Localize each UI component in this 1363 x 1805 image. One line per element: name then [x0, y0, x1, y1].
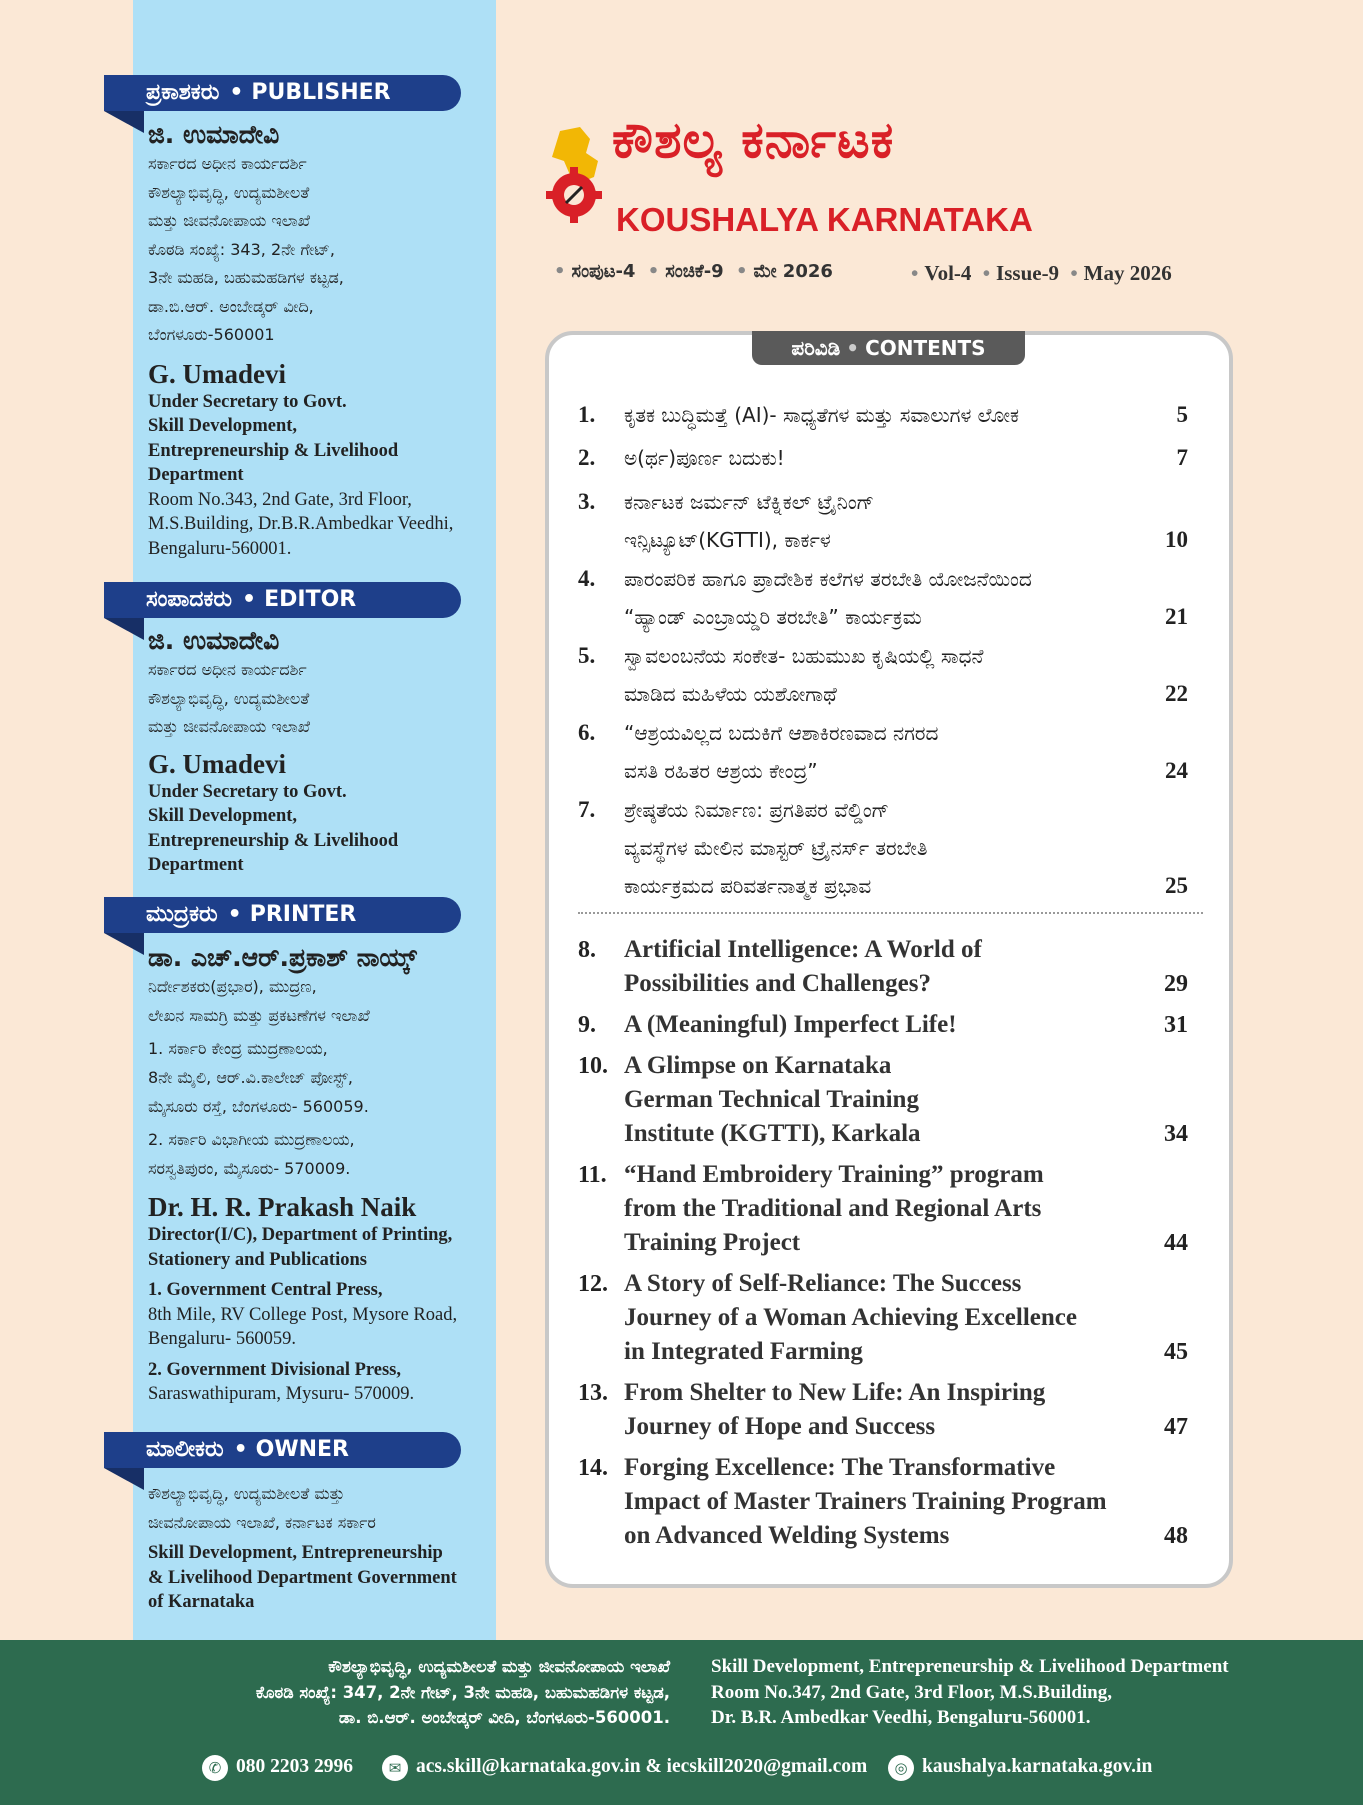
publisher-heading-kn: ಪ್ರಕಾಶಕರು — [146, 80, 220, 105]
toc-title-line: ವ್ಯವಸ್ಥೆಗಳ ಮೇಲಿನ ಮಾಸ್ಟರ್ ಟ್ರೈನರ್ಸ್ ತರಬೇತಿ — [624, 836, 928, 860]
publisher-title-line: Skill Development, — [148, 416, 298, 436]
toc-page-number: 25 — [1165, 873, 1188, 898]
printer-heading: ಮುದ್ರಕರು • PRINTER — [104, 897, 461, 933]
publisher-address-line: Bengaluru-560001. — [148, 538, 292, 559]
footer-address-en-line: Dr. B.R. Ambedkar Veedhi, Bengaluru-560001. — [711, 1707, 1091, 1728]
footer-address-kn-line: ಡಾ. ಬಿ.ಆರ್. ಅಂಬೇಡ್ಕರ್ ವೀದಿ, ಬೆಂಗಳೂರು-560001. — [338, 1708, 670, 1727]
footer-address-kn — [256, 1654, 670, 1731]
toc-number: 2. — [578, 445, 596, 470]
toc-title-line: “ಹ್ಯಾಂಡ್ ಎಂಬ್ರಾಯ್ಡರಿ ತರಬೇತಿ” ಕಾರ್ಯಕ್ರಮ — [624, 605, 922, 629]
toc-number: 1. — [578, 402, 596, 427]
issue-info-en: • Vol-4 • Issue-9 • May 2026 — [911, 261, 1172, 285]
masthead-title-en: KOUSHALYA KARNATAKA — [616, 201, 1033, 238]
toc-page-number: 7 — [1176, 445, 1188, 470]
toc-page-number: 31 — [1164, 1012, 1188, 1038]
toc-title-line: Training Project — [624, 1229, 801, 1256]
toc-title-line: ಪಾರಂಪರಿಕ ಹಾಗೂ ಪ್ರಾದೇಶಿಕ ಕಲೆಗಳ ತರಬೇತಿ ಯೋಜನೆಯಿಂದ — [624, 567, 1032, 591]
masthead-title-kn: ಕೌಶಲ್ಯ ಕರ್ನಾಟಕ — [612, 111, 895, 169]
owner-en-line: of Karnataka — [148, 1592, 255, 1612]
toc-number: 7. — [578, 797, 596, 822]
email-text: acs.skill@karnataka.gov.in & iecskill2020@gmail.com — [416, 1756, 868, 1777]
editor-block — [148, 626, 488, 878]
owner-heading-kn: ಮಾಲೀಕರು — [146, 1437, 224, 1462]
printer-press-kn-line: 8ನೇ ಮೈಲಿ, ಆರ್.ವಿ.ಕಾಲೇಜ್ ಪೋಸ್ಟ್, — [148, 1068, 353, 1087]
toc-entry[interactable] — [578, 1376, 1188, 1444]
editor-kn-line: ಮತ್ತು ಜೀವನೋಪಾಯ ಇಲಾಖೆ — [148, 717, 311, 736]
footer-address-en — [711, 1654, 1229, 1731]
toc-number: 13. — [578, 1380, 608, 1406]
owner-en-line: Skill Development, Entrepreneurship — [148, 1543, 443, 1563]
toc-title-line: ಕರ್ನಾಟಕ ಜರ್ಮನ್ ಟೆಕ್ನಿಕಲ್ ಟ್ರೈನಿಂಗ್ — [624, 490, 874, 514]
toc-title-line: Impact of Master Trainers Training Program — [624, 1488, 1107, 1515]
owner-en-line: & Livelihood Department Government — [148, 1567, 457, 1588]
publisher-title-line: Department — [148, 465, 244, 485]
printer-press-kn-line: 2. ಸರ್ಕಾರಿ ವಿಭಾಗೀಯ ಮುದ್ರಣಾಲಯ, — [148, 1130, 355, 1149]
printer-block — [148, 943, 488, 1407]
footer-phone[interactable] — [202, 1752, 353, 1782]
toc-title-line: ಶ್ರೇಷ್ಠತೆಯ ನಿರ್ಮಾಣ: ಪ್ರಗತಿಪರ ವೆಲ್ಡಿಂಗ್ — [624, 798, 890, 822]
printer-press-en-title: 1. Government Central Press, — [148, 1280, 383, 1300]
editor-title-line: Skill Development, — [148, 806, 298, 826]
volume-kn: ಸಂಪುಟ-4 — [571, 261, 636, 282]
toc-page-number: 5 — [1176, 402, 1188, 427]
publisher-title-line: Under Secretary to Govt. — [148, 391, 347, 412]
globe-icon: ◎ — [888, 1755, 914, 1781]
publisher-name-en: G. Umadevi — [148, 358, 286, 389]
phone-icon: ✆ — [202, 1755, 228, 1781]
printer-kn-line: ನಿರ್ದೇಶಕರು(ಪ್ರಭಾರ), ಮುದ್ರಣ, — [148, 977, 317, 996]
editor-title-line: Under Secretary to Govt. — [148, 781, 347, 802]
toc-title-line: ಮಾಡಿದ ಮಹಿಳೆಯ ಯಶೋಗಾಥೆ — [624, 682, 837, 706]
karnataka-map-logo-icon — [540, 125, 612, 225]
printer-press-kn-line: ಸರಸ್ವತಿಪುರಂ, ಮೈಸೂರು- 570009. — [148, 1159, 351, 1178]
toc-title-line: “Hand Embroidery Training” program — [624, 1161, 1044, 1188]
email-icon: ✉ — [382, 1755, 408, 1781]
toc-page-number: 45 — [1164, 1339, 1188, 1365]
toc-number: 10. — [578, 1053, 608, 1079]
editor-title-line: Entrepreneurship & Livelihood — [148, 830, 399, 851]
publisher-kn-line: 3ನೇ ಮಹಡಿ, ಬಹುಮಹಡಿಗಳ ಕಟ್ಟಡ, — [148, 268, 344, 287]
toc-title-line: in Integrated Farming — [624, 1338, 863, 1365]
printer-title-line: Stationery and Publications — [148, 1249, 367, 1270]
printer-name-kn: ಡಾ. ಎಚ್.ಆರ್.ಪ್ರಕಾಶ್ ನಾಯ್ಕ್ — [148, 943, 417, 972]
printer-kn-line: ಲೇಖನ ಸಾಮಗ್ರಿ ಮತ್ತು ಪ್ರಕಟಣೆಗಳ ಇಲಾಖೆ — [148, 1005, 370, 1025]
toc-entry[interactable] — [578, 1008, 1188, 1042]
printer-press-en-line: Saraswathipuram, Mysuru- 570009. — [148, 1384, 415, 1404]
toc-entry[interactable] — [578, 1049, 1188, 1151]
footer-address-en-line: Room No.347, 2nd Gate, 3rd Floor, M.S.Building, — [711, 1681, 1112, 1703]
date-kn: ಮೇ 2026 — [753, 261, 833, 282]
owner-block — [148, 1480, 488, 1615]
printer-title-line: Director(I/C), Department of Printing, — [148, 1225, 453, 1245]
toc-title-line: A Glimpse on Karnataka — [624, 1052, 892, 1079]
toc-entry[interactable] — [578, 483, 1188, 559]
publisher-kn-line: ಮತ್ತು ಜೀವನೋಪಾಯ ಇಲಾಖೆ — [148, 211, 311, 230]
editor-heading-en: EDITOR — [264, 587, 357, 612]
editor-name-kn: ಜಿ. ಉಮಾದೇವಿ — [148, 626, 280, 655]
toc-title-line: ವಸತಿ ರಹಿತರ ಆಶ್ರಯ ಕೇಂದ್ರ” — [624, 759, 818, 783]
owner-heading: ಮಾಲೀಕರು • OWNER — [104, 1432, 461, 1468]
publisher-kn-line: ಸರ್ಕಾರದ ಅಧೀನ ಕಾರ್ಯದರ್ಶಿ — [148, 154, 307, 173]
publisher-heading-en: PUBLISHER — [251, 80, 391, 105]
toc-title-line: Possibilities and Challenges? — [624, 970, 931, 997]
toc-page-number: 44 — [1164, 1230, 1188, 1256]
issue-en: Issue-9 — [996, 261, 1060, 285]
toc-title-line: From Shelter to New Life: An Inspiring — [624, 1379, 1046, 1406]
contents-tab: ಪರಿವಿಡಿ • CONTENTS — [752, 331, 1025, 365]
printer-press-kn-line: ಮೈಸೂರು ರಸ್ತೆ, ಬೆಂಗಳೂರು- 560059. — [148, 1097, 369, 1116]
toc-entry[interactable] — [578, 1451, 1188, 1553]
printer-press-en-title: 2. Government Divisional Press, — [148, 1359, 401, 1380]
toc-number: 12. — [578, 1271, 608, 1297]
masthead — [540, 111, 1033, 238]
toc-page-number: 29 — [1164, 971, 1188, 997]
date-en: May 2026 — [1083, 261, 1172, 285]
publisher-kn-line: ಕೌಶಲ್ಯಾಭಿವೃದ್ಧಿ, ಉದ್ಯಮಶೀಲತೆ — [148, 182, 310, 202]
editor-kn-line: ಸರ್ಕಾರದ ಅಧೀನ ಕಾರ್ಯದರ್ಶಿ — [148, 660, 307, 679]
editor-kn-line: ಕೌಶಲ್ಯಾಭಿವೃದ್ಧಿ, ಉದ್ಯಮಶೀಲತೆ — [148, 688, 310, 708]
printer-heading-en: PRINTER — [249, 902, 357, 927]
editor-name-en: G. Umadevi — [148, 748, 286, 779]
toc-number: 14. — [578, 1455, 608, 1481]
website-text: kaushalya.karnataka.gov.in — [922, 1756, 1153, 1777]
toc-title-line: “ಆಶ್ರಯವಿಲ್ಲದ ಬದುಕಿಗೆ ಆಶಾಕಿರಣವಾದ ನಗರದ — [624, 721, 939, 745]
issue-kn: ಸಂಚಿಕೆ-9 — [665, 261, 724, 282]
toc-number: 4. — [578, 566, 596, 591]
volume-en: Vol-4 — [924, 261, 972, 285]
printer-press-kn-line: 1. ಸರ್ಕಾರಿ ಕೇಂದ್ರ ಮುದ್ರಣಾಲಯ, — [148, 1039, 328, 1058]
publisher-kn-line: ಡಾ.ಬಿ.ಆರ್. ಅಂಬೇಡ್ಕರ್ ವೀದಿ, — [148, 296, 314, 316]
publisher-kn-line: ಬೆಂಗಳೂರು-560001 — [148, 325, 275, 344]
publisher-address-line: M.S.Building, Dr.B.R.Ambedkar Veedhi, — [148, 514, 454, 534]
toc-page-number: 22 — [1165, 681, 1188, 706]
printer-heading-kn: ಮುದ್ರಕರು — [146, 902, 218, 927]
footer-website[interactable] — [888, 1752, 1152, 1782]
editor-title-line: Department — [148, 855, 244, 875]
footer-address-en-line: Skill Development, Entrepreneurship & Livelihood Department — [711, 1656, 1229, 1677]
printer-name-en: Dr. H. R. Prakash Naik — [148, 1192, 417, 1222]
toc-title-line: Journey of Hope and Success — [624, 1413, 936, 1440]
issue-info-kn: • ಸಂಪುಟ-4 • ಸಂಚಿಕೆ-9 • ಮೇ 2026 — [554, 261, 833, 282]
publisher-address-line: Room No.343, 2nd Gate, 3rd Floor, — [148, 489, 412, 510]
toc-number: 6. — [578, 720, 596, 745]
publisher-title-line: Entrepreneurship & Livelihood — [148, 440, 399, 461]
toc-title-line: Forging Excellence: The Transformative — [624, 1454, 1056, 1481]
owner-kn-line: ಜೀವನೋಪಾಯ ಇಲಾಖೆ, ಕರ್ನಾಟಕ ಸರ್ಕಾರ — [148, 1512, 376, 1532]
toc-title-line: ಅ(ರ್ಥ)ಪೂರ್ಣ ಬದುಕು! — [624, 446, 785, 470]
toc-page-number: 24 — [1165, 758, 1188, 783]
toc-page-number: 47 — [1164, 1414, 1188, 1440]
toc-title-line: ಇನ್ಸಿಟ್ಯೂಟ್(KGTTI), ಕಾರ್ಕಳ — [624, 528, 831, 552]
toc-page-number: 48 — [1164, 1523, 1188, 1549]
toc-title-line: Journey of a Woman Achieving Excellence — [624, 1304, 1077, 1331]
toc-entry[interactable] — [578, 791, 1188, 905]
toc-entry[interactable] — [578, 396, 1188, 434]
footer-email[interactable] — [382, 1752, 867, 1782]
toc-entry[interactable] — [578, 637, 1188, 713]
editor-heading: ಸಂಪಾದಕರು • EDITOR — [104, 582, 461, 618]
toc-title-line: German Technical Training — [624, 1086, 919, 1113]
toc-title-line: ಕಾರ್ಯಕ್ರಮದ ಪರಿವರ್ತನಾತ್ಮಕ ಪ್ರಭಾವ — [624, 874, 872, 898]
toc-title-line: on Advanced Welding Systems — [624, 1522, 950, 1549]
toc-entry[interactable] — [578, 933, 1188, 1001]
footer-address-kn-line: ಕೌಶಲ್ಯಾಭಿವೃದ್ಧಿ, ಉದ್ಯಮಶೀಲತೆ ಮತ್ತು ಜೀವನೋಪಾಯ ಇಲಾಖೆ — [328, 1657, 670, 1676]
printer-press-en-line: 8th Mile, RV College Post, Mysore Road, — [148, 1304, 458, 1325]
printer-press-en-line: Bengaluru- 560059. — [148, 1329, 296, 1349]
footer-address-kn-line: ಕೊಠಡಿ ಸಂಖ್ಯೆ: 347, 2ನೇ ಗೇಟ್, 3ನೇ ಮಹಡಿ, ಬಹುಮಹಡಿಗಳ ಕಟ್ಟಡ, — [255, 1682, 670, 1702]
toc-number: 3. — [578, 489, 596, 514]
toc-entry[interactable] — [578, 714, 1188, 790]
toc-page-number: 34 — [1164, 1121, 1188, 1147]
contents-tab-kn: ಪರಿವಿಡಿ — [791, 336, 841, 360]
toc-entry[interactable] — [578, 560, 1188, 636]
toc-number: 5. — [578, 643, 596, 668]
phone-text: 080 2203 2996 — [236, 1756, 353, 1777]
owner-heading-en: OWNER — [255, 1437, 349, 1462]
toc-number: 11. — [578, 1162, 607, 1188]
toc-title-line: Institute (KGTTI), Karkala — [624, 1120, 921, 1147]
publisher-kn-line: ಕೊಠಡಿ ಸಂಖ್ಯೆ: 343, 2ನೇ ಗೇಟ್, — [148, 239, 336, 259]
toc-title-line: Artificial Intelligence: A World of — [624, 936, 982, 963]
toc-number: 8. — [578, 937, 596, 963]
publisher-name-kn: ಜಿ. ಉಮಾದೇವಿ — [148, 120, 280, 149]
toc-title-line: ಕೃತಕ ಬುದ್ಧಿಮತ್ತೆ (AI)- ಸಾಧ್ಯತೆಗಳ ಮತ್ತು ಸವಾಲುಗಳ ಲೋಕ — [624, 403, 1019, 427]
owner-kn-line: ಕೌಶಲ್ಯಾಭಿವೃದ್ಧಿ, ಉದ್ಯಮಶೀಲತೆ ಮತ್ತು — [148, 1484, 345, 1503]
toc-number: 9. — [578, 1012, 596, 1038]
toc-title-line: from the Traditional and Regional Arts — [624, 1195, 1042, 1222]
toc-page-number: 21 — [1165, 604, 1188, 629]
editor-heading-kn: ಸಂಪಾದಕರು — [146, 587, 233, 612]
contents-divider — [578, 912, 1203, 914]
contents-tab-en: CONTENTS — [865, 336, 986, 360]
toc-entry[interactable] — [578, 1267, 1188, 1369]
toc-entry[interactable] — [578, 1158, 1188, 1260]
publisher-block — [148, 120, 488, 561]
toc-title-line: ಸ್ವಾವಲಂಬನೆಯ ಸಂಕೇತ- ಬಹುಮುಖ ಕೃಷಿಯಲ್ಲಿ ಸಾಧನೆ — [624, 644, 984, 668]
publisher-heading: ಪ್ರಕಾಶಕರು • PUBLISHER — [104, 75, 461, 111]
toc-title-line: A Story of Self-Reliance: The Success — [624, 1270, 1022, 1297]
toc-entry[interactable] — [578, 439, 1188, 477]
toc-page-number: 10 — [1165, 527, 1188, 552]
toc-title-line: A (Meaningful) Imperfect Life! — [624, 1011, 957, 1038]
footer — [0, 1640, 1363, 1805]
